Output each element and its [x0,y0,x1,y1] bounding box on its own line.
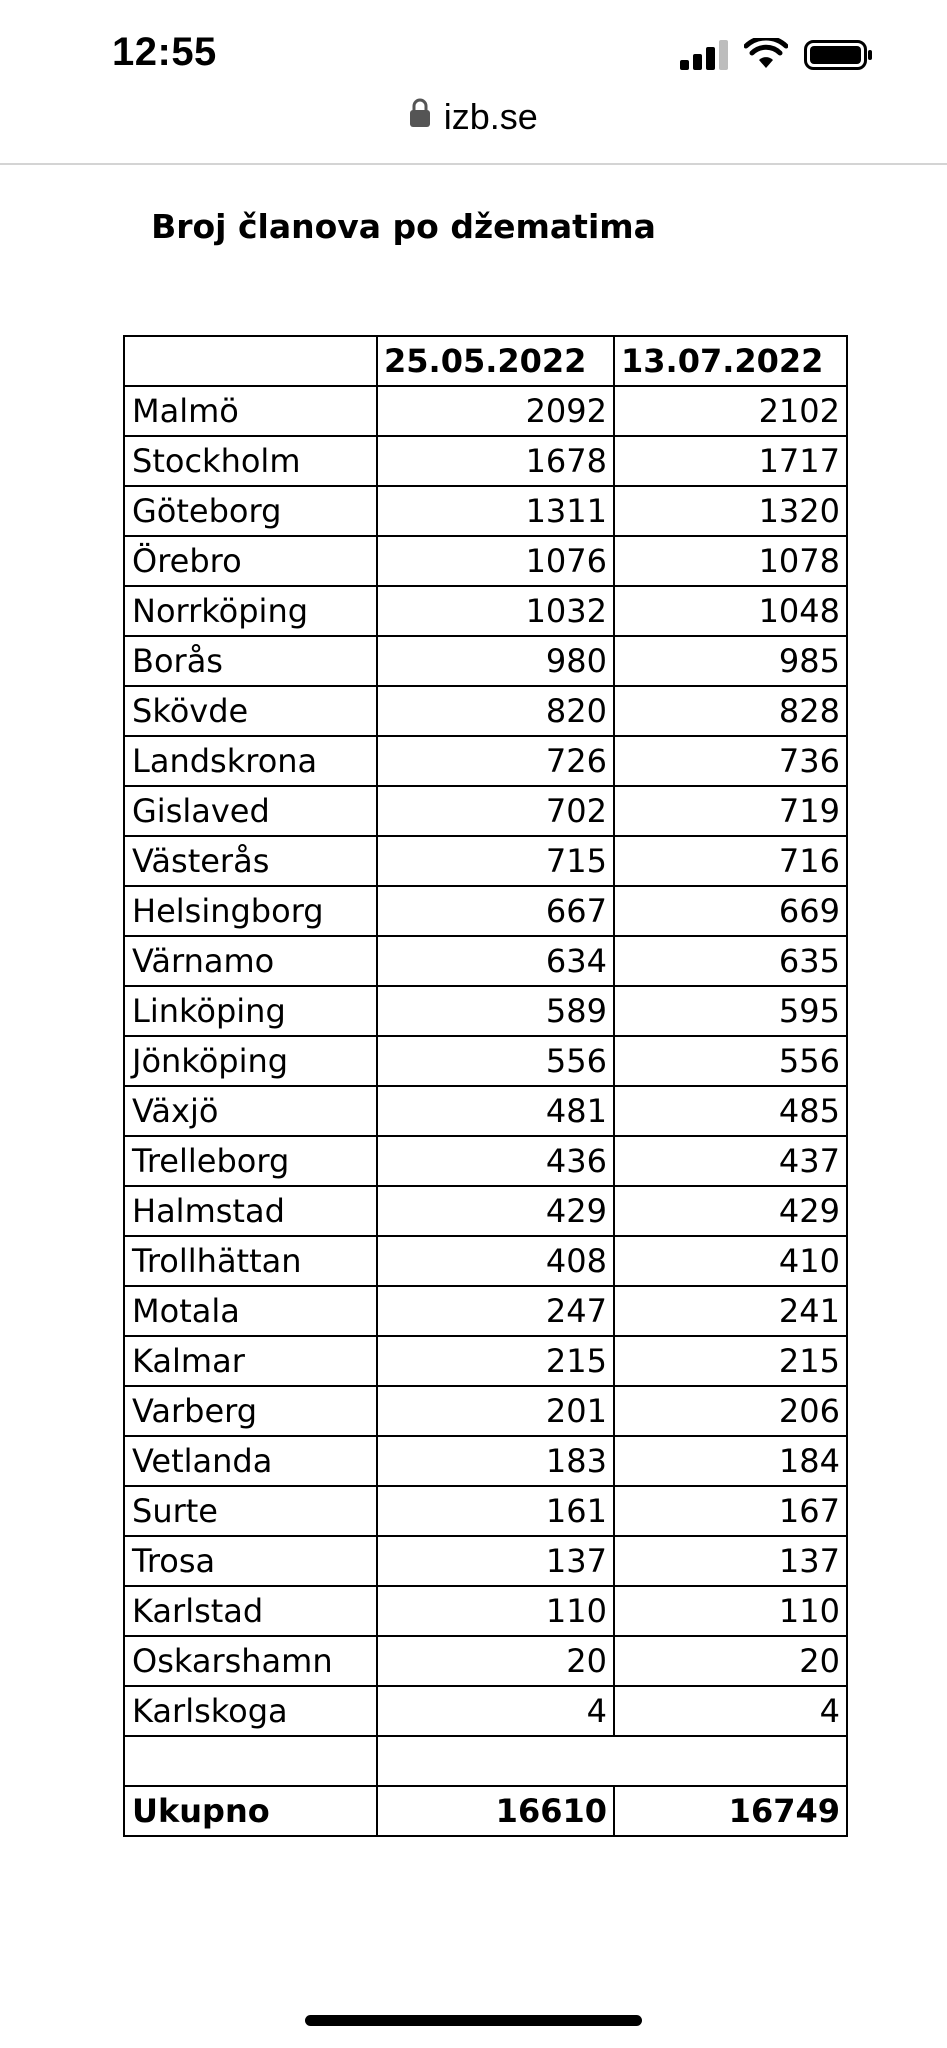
count-cell-date-2: 206 [614,1386,847,1436]
table-row [124,1686,847,1736]
count-cell-date-2: 4 [614,1686,847,1736]
table-row [124,786,847,836]
table-row [124,1136,847,1186]
table-row [124,736,847,786]
table-row [124,1486,847,1536]
total-date-1: 16610 [377,1786,614,1836]
table-row [124,1586,847,1636]
table-row [124,836,847,886]
empty-cell [124,1736,377,1786]
count-cell-date-2: 1717 [614,436,847,486]
table-row [124,986,847,1036]
city-cell: Oskarshamn [124,1636,377,1686]
count-cell-date-2: 736 [614,736,847,786]
city-cell: Trosa [124,1536,377,1586]
members-table [123,335,848,1837]
lock-icon [409,98,431,128]
total-label: Ukupno [124,1786,377,1836]
city-cell: Örebro [124,536,377,586]
count-cell-date-1: 481 [377,1086,614,1136]
table-row [124,1386,847,1436]
count-cell-date-2: 1078 [614,536,847,586]
table-row [124,586,847,636]
count-cell-date-1: 436 [377,1136,614,1186]
city-cell: Malmö [124,386,377,436]
count-cell-date-2: 2102 [614,386,847,436]
city-cell: Linköping [124,986,377,1036]
count-cell-date-2: 719 [614,786,847,836]
table-header-row [124,336,847,386]
city-cell: Värnamo [124,936,377,986]
city-cell: Stockholm [124,436,377,486]
empty-cell [377,1736,847,1786]
count-cell-date-1: 1678 [377,436,614,486]
table-row [124,886,847,936]
wifi-icon [744,38,788,70]
city-cell: Norrköping [124,586,377,636]
count-cell-date-1: 110 [377,1586,614,1636]
count-cell-date-2: 635 [614,936,847,986]
table-row [124,536,847,586]
city-cell: Kalmar [124,1336,377,1386]
city-cell: Vetlanda [124,1436,377,1486]
count-cell-date-1: 556 [377,1036,614,1086]
table-row [124,1086,847,1136]
table-row [124,936,847,986]
count-cell-date-2: 184 [614,1436,847,1486]
toolbar-divider [0,163,947,165]
count-cell-date-2: 20 [614,1636,847,1686]
count-cell-date-2: 429 [614,1186,847,1236]
city-cell: Göteborg [124,486,377,536]
table-row [124,486,847,536]
city-cell: Jönköping [124,1036,377,1086]
count-cell-date-1: 980 [377,636,614,686]
count-cell-date-1: 820 [377,686,614,736]
count-cell-date-1: 715 [377,836,614,886]
table-row [124,1286,847,1336]
table-row [124,1336,847,1386]
count-cell-date-1: 137 [377,1536,614,1586]
count-cell-date-1: 1076 [377,536,614,586]
header-city [124,336,377,386]
city-cell: Borås [124,636,377,686]
count-cell-date-2: 485 [614,1086,847,1136]
count-cell-date-2: 110 [614,1586,847,1636]
status-bar [0,0,947,100]
count-cell-date-1: 1032 [377,586,614,636]
count-cell-date-1: 201 [377,1386,614,1436]
table-row [124,1436,847,1486]
city-cell: Halmstad [124,1186,377,1236]
home-indicator[interactable] [305,2015,642,2026]
city-cell: Gislaved [124,786,377,836]
count-cell-date-1: 702 [377,786,614,836]
count-cell-date-2: 241 [614,1286,847,1336]
count-cell-date-2: 828 [614,686,847,736]
count-cell-date-1: 667 [377,886,614,936]
count-cell-date-1: 429 [377,1186,614,1236]
page-title: Broj članova po džematima [151,207,656,246]
count-cell-date-1: 2092 [377,386,614,436]
count-cell-date-1: 20 [377,1636,614,1686]
count-cell-date-1: 215 [377,1336,614,1386]
count-cell-date-2: 410 [614,1236,847,1286]
count-cell-date-2: 215 [614,1336,847,1386]
table-row [124,1236,847,1286]
header-date-1: 25.05.2022 [377,336,614,386]
count-cell-date-2: 167 [614,1486,847,1536]
url-text[interactable]: izb.se [443,96,538,137]
count-cell-date-1: 4 [377,1686,614,1736]
city-cell: Motala [124,1286,377,1336]
count-cell-date-2: 556 [614,1036,847,1086]
city-cell: Landskrona [124,736,377,786]
total-date-2: 16749 [614,1786,847,1836]
count-cell-date-2: 437 [614,1136,847,1186]
table-row [124,1186,847,1236]
city-cell: Karlstad [124,1586,377,1636]
address-bar[interactable] [0,96,947,144]
table-row [124,1536,847,1586]
city-cell: Trelleborg [124,1136,377,1186]
count-cell-date-1: 589 [377,986,614,1036]
count-cell-date-1: 183 [377,1436,614,1486]
count-cell-date-2: 1048 [614,586,847,636]
header-date-2: 13.07.2022 [614,336,847,386]
empty-row [124,1736,847,1786]
table-row [124,1636,847,1686]
count-cell-date-2: 985 [614,636,847,686]
count-cell-date-1: 1311 [377,486,614,536]
total-row [124,1786,847,1836]
count-cell-date-2: 669 [614,886,847,936]
table-row [124,386,847,436]
count-cell-date-2: 1320 [614,486,847,536]
city-cell: Skövde [124,686,377,736]
count-cell-date-1: 726 [377,736,614,786]
count-cell-date-1: 408 [377,1236,614,1286]
city-cell: Västerås [124,836,377,886]
cellular-signal-icon [680,40,732,70]
city-cell: Växjö [124,1086,377,1136]
table-row [124,636,847,686]
count-cell-date-1: 634 [377,936,614,986]
count-cell-date-2: 595 [614,986,847,1036]
table-row [124,1036,847,1086]
count-cell-date-2: 137 [614,1536,847,1586]
count-cell-date-1: 161 [377,1486,614,1536]
count-cell-date-2: 716 [614,836,847,886]
city-cell: Trollhättan [124,1236,377,1286]
table-row [124,686,847,736]
count-cell-date-1: 247 [377,1286,614,1336]
status-time: 12:55 [112,30,217,74]
city-cell: Varberg [124,1386,377,1436]
city-cell: Surte [124,1486,377,1536]
city-cell: Karlskoga [124,1686,377,1736]
battery-icon [804,40,874,70]
city-cell: Helsingborg [124,886,377,936]
table-row [124,436,847,486]
